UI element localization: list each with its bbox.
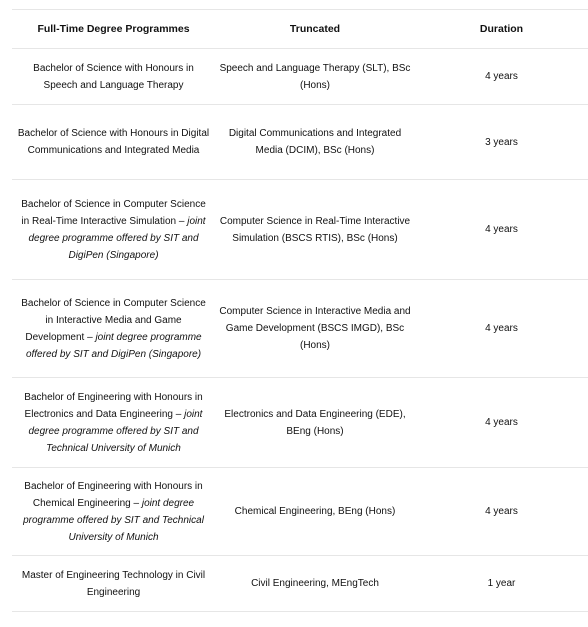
duration-cell: 3 years	[415, 105, 588, 180]
duration-cell: 4 years	[415, 468, 588, 556]
programme-cell	[12, 105, 215, 180]
programme-name: Bachelor of Science in Computer Science in Interactive Media and Game Development –	[21, 297, 206, 343]
table-row	[12, 180, 588, 280]
programme-cell	[12, 280, 215, 378]
truncated-cell: Computer Science in Interactive Media and Game Development (BSCS IMGD), BSc (Hons)	[215, 280, 415, 378]
duration-cell: 4 years	[415, 378, 588, 468]
duration-cell: 4 years	[415, 280, 588, 378]
programme-name: Master of Engineering Technology in Civil Engineering	[21, 569, 206, 598]
programme-cell	[12, 180, 215, 280]
programme-cell	[12, 378, 215, 468]
table-row	[12, 280, 588, 378]
truncated-cell: Chemical Engineering, BEng (Hons)	[215, 468, 415, 556]
table-row	[12, 105, 588, 180]
programme-cell	[12, 556, 215, 612]
programme-name: Bachelor of Science in Computer Science in Real-Time Interactive Simulation –	[21, 198, 206, 227]
truncated-cell: Digital Communications and Integrated Media (DCIM), BSc (Hons)	[215, 105, 415, 180]
programme-name: Bachelor of Science with Honours in Speech and Language Therapy	[33, 62, 194, 91]
table-row	[12, 556, 588, 612]
programme-note: joint degree programme offered by SIT and Technical University of Munich	[28, 408, 203, 454]
duration-cell: 4 years	[415, 180, 588, 280]
programme-note: joint degree programme offered by SIT and Technical University of Munich	[23, 497, 204, 543]
table-row	[12, 49, 588, 105]
table-header-row	[12, 10, 588, 49]
truncated-cell: Speech and Language Therapy (SLT), BSc (Hons)	[215, 49, 415, 105]
column-header-programme: Full-Time Degree Programmes	[12, 10, 215, 49]
programme-cell	[12, 468, 215, 556]
programme-cell	[12, 49, 215, 105]
degree-programmes-table	[12, 9, 588, 612]
duration-cell: 4 years	[415, 49, 588, 105]
programme-name: Bachelor of Engineering with Honours in Chemical Engineering –	[24, 480, 203, 509]
table-row	[12, 468, 588, 556]
programme-note: joint degree programme offered by SIT and DigiPen (Singapore)	[25, 331, 202, 360]
column-header-truncated: Truncated	[215, 10, 415, 49]
duration-cell: 1 year	[415, 556, 588, 612]
truncated-cell: Computer Science in Real-Time Interactive Simulation (BSCS RTIS), BSc (Hons)	[215, 180, 415, 280]
truncated-cell: Electronics and Data Engineering (EDE), BEng (Hons)	[215, 378, 415, 468]
column-header-duration: Duration	[415, 10, 588, 49]
programme-name: Bachelor of Engineering with Honours in Electronics and Data Engineering –	[24, 391, 203, 420]
truncated-cell: Civil Engineering, MEngTech	[215, 556, 415, 612]
programme-note: joint degree programme offered by SIT and DigiPen (Singapore)	[28, 215, 206, 261]
programme-name: Bachelor of Science with Honours in Digital Communications and Integrated Media	[17, 128, 210, 156]
table-row	[12, 378, 588, 468]
